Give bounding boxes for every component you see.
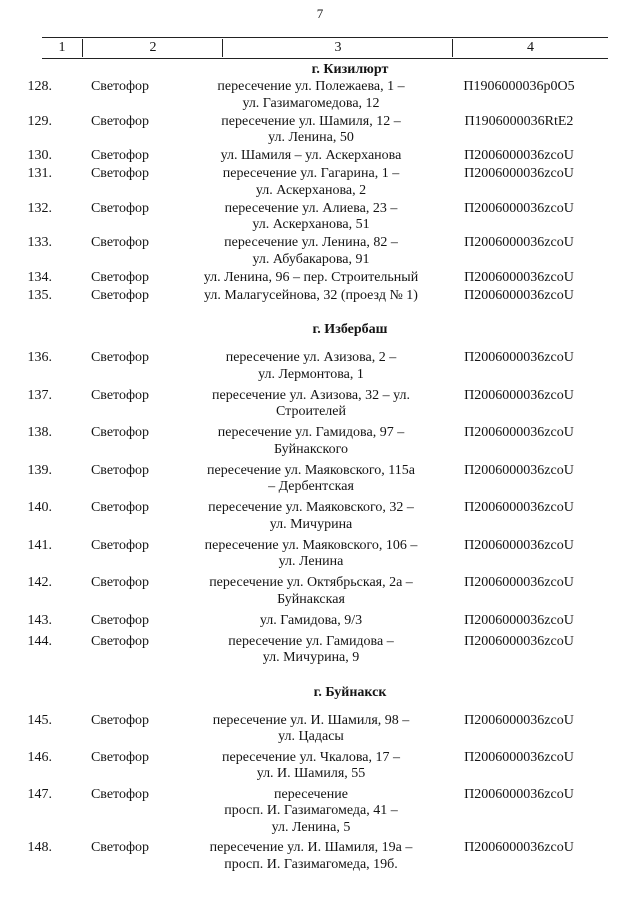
registry-code: П1906000036р0О5	[463, 79, 575, 94]
address-line: ул. Мичурина, 9	[262, 650, 360, 665]
object-type: Светофор	[90, 387, 150, 403]
address	[188, 350, 434, 383]
address	[188, 840, 434, 873]
address-line: пересечение ул. Октябрьская, 2а –	[209, 575, 413, 590]
address	[188, 114, 434, 147]
address	[188, 463, 434, 496]
address-line: пересечение ул. Маяковского, 32 –	[208, 500, 414, 515]
header-col-1: 1	[58, 40, 66, 55]
address-line: ул. Газимагомедова, 12	[242, 95, 380, 111]
address	[188, 713, 434, 746]
object-type: Светофор	[90, 235, 150, 250]
address-line: пересечение ул. Азизова, 32 – ул.	[212, 387, 410, 403]
address-line: ул. Ленина	[278, 554, 344, 569]
address-line: пересечение ул. Шамиля, 12 –	[221, 113, 401, 129]
row-number: 147.	[27, 786, 52, 802]
address-line: ул. И. Шамиля, 55	[256, 766, 366, 781]
table-row	[0, 79, 640, 112]
table-row	[0, 166, 640, 199]
address	[188, 288, 434, 305]
page-number: 7	[316, 6, 324, 21]
address-line: пересечение ул. Гамидова, 97 –	[217, 425, 405, 440]
address-line: Строителей	[276, 404, 346, 419]
table-row	[0, 575, 640, 608]
row-number: 142.	[27, 575, 52, 590]
table-row	[0, 613, 640, 630]
address-line: просп. И. Газимагомеда, 41 –	[224, 803, 398, 818]
address-line: ул. Ленина, 50	[268, 130, 354, 145]
registry-code: П2006000036zcoU	[464, 166, 574, 181]
address-line: Буйнакская	[277, 591, 345, 607]
object-type: Светофор	[90, 350, 150, 365]
address-line: ул. Лермонтова, 1	[258, 366, 364, 382]
row-number: 137.	[27, 387, 52, 403]
registry-code: П2006000036zcoU	[464, 200, 574, 216]
header-col-2: 2	[82, 39, 223, 57]
address	[188, 201, 434, 234]
address-line: ул. Шамиля – ул. Аскерханова	[220, 148, 402, 163]
header-col-4: 4	[452, 39, 608, 57]
address	[188, 148, 434, 165]
object-type: Светофор	[90, 425, 150, 440]
row-number: 145.	[27, 712, 52, 728]
row-number: 134.	[27, 269, 52, 285]
address-line: пересечение ул. Гагарина, 1 –	[222, 166, 400, 181]
address	[188, 575, 434, 608]
address	[188, 79, 434, 112]
address	[188, 270, 434, 287]
table-row	[0, 235, 640, 268]
address-line: – Дербентская	[268, 479, 354, 494]
row-number: 140.	[27, 500, 52, 515]
row-number: 139.	[27, 462, 52, 478]
object-type: Светофор	[90, 612, 150, 628]
table-row	[0, 201, 640, 234]
table-row	[0, 270, 640, 287]
object-type: Светофор	[90, 200, 150, 216]
address	[188, 166, 434, 199]
city-heading: г. Кизилюрт	[311, 62, 389, 77]
registry-code: П2006000036zcoU	[464, 712, 574, 728]
row-number: 138.	[27, 425, 52, 440]
address	[188, 235, 434, 268]
table-row	[0, 634, 640, 667]
table-row	[0, 463, 640, 496]
address	[188, 500, 434, 533]
row-number: 135.	[27, 287, 52, 303]
table-row	[0, 750, 640, 783]
address	[188, 613, 434, 630]
address-line: пересечение ул. Полежаева, 1 –	[217, 79, 405, 94]
object-type: Светофор	[90, 633, 150, 649]
table-row	[0, 840, 640, 873]
object-type: Светофор	[90, 840, 150, 855]
table-row	[0, 388, 640, 421]
row-number: 143.	[27, 612, 52, 628]
registry-code: П2006000036zcoU	[464, 749, 574, 765]
object-type: Светофор	[90, 537, 150, 553]
address-line: ул. Мичурина	[269, 516, 353, 532]
object-type: Светофор	[90, 269, 150, 285]
registry-code: П2006000036zcoU	[464, 786, 574, 802]
table-row	[0, 148, 640, 165]
object-type: Светофор	[90, 462, 150, 478]
registry-code: П2006000036zcoU	[464, 462, 574, 478]
table-row	[0, 713, 640, 746]
address-line: пересечение ул. Ленина, 82 –	[224, 235, 398, 250]
city-heading: г. Избербаш	[312, 322, 388, 337]
table-header	[42, 37, 608, 59]
object-type: Светофор	[90, 749, 150, 765]
address-line: пересечение	[274, 786, 348, 802]
registry-code: П2006000036zcoU	[464, 633, 574, 649]
object-type: Светофор	[90, 500, 150, 515]
address	[188, 750, 434, 783]
registry-code: П2006000036zcoU	[464, 840, 574, 855]
object-type: Светофор	[90, 113, 150, 129]
object-type: Светофор	[90, 287, 150, 303]
object-type: Светофор	[90, 166, 150, 181]
registry-code: П2006000036zcoU	[464, 287, 574, 303]
object-type: Светофор	[90, 79, 150, 94]
row-number: 133.	[27, 235, 52, 250]
address-line: пересечение ул. И. Шамиля, 98 –	[212, 712, 410, 728]
address	[188, 425, 434, 458]
document-body	[0, 62, 640, 873]
table-row	[0, 425, 640, 458]
city-heading: г. Буйнакск	[313, 684, 387, 700]
registry-code: П2006000036zcoU	[464, 269, 574, 285]
address-line: пересечение ул. Маяковского, 115а	[207, 462, 415, 478]
address-line: ул. Ленина, 96 – пер. Строительный	[203, 269, 419, 285]
address-line: просп. И. Газимагомеда, 19б.	[224, 856, 398, 872]
address	[188, 388, 434, 421]
address-line: пересечение ул. Маяковского, 106 –	[204, 537, 418, 553]
registry-code: П2006000036zcoU	[464, 537, 574, 553]
registry-code: П2006000036zcoU	[464, 425, 574, 440]
address-line: пересечение ул. Азизова, 2 –	[225, 350, 397, 365]
registry-code: П2006000036zcoU	[464, 148, 574, 163]
table-row	[0, 350, 640, 383]
header-col-3: 3	[222, 39, 453, 57]
row-number: 128.	[27, 79, 52, 94]
registry-code: П1906000036RtE2	[464, 113, 574, 129]
address-line: пересечение ул. Гамидова –	[228, 633, 394, 649]
table-row	[0, 787, 640, 837]
address-line: ул. Цадасы	[278, 729, 344, 744]
row-number: 144.	[27, 633, 52, 649]
address-line: ул. Аскерханова, 51	[252, 217, 370, 232]
registry-code: П2006000036zcoU	[464, 500, 574, 515]
row-number: 130.	[27, 148, 52, 163]
object-type: Светофор	[90, 575, 150, 590]
address-line: пересечение ул. Алиева, 23 –	[224, 200, 398, 216]
object-type: Светофор	[90, 712, 150, 728]
registry-code: П2006000036zcoU	[464, 235, 574, 250]
address-line: пересечение ул. И. Шамиля, 19а –	[209, 840, 413, 855]
registry-code: П2006000036zcoU	[464, 387, 574, 403]
row-number: 129.	[27, 113, 52, 129]
address-line: ул. Малагусейнова, 32 (проезд № 1)	[204, 287, 418, 303]
address	[188, 634, 434, 667]
address-line: ул. Гамидова, 9/3	[259, 612, 363, 628]
row-number: 131.	[27, 166, 52, 181]
row-number: 146.	[27, 749, 52, 765]
address-line: пересечение ул. Чкалова, 17 –	[222, 749, 400, 765]
object-type: Светофор	[90, 786, 150, 802]
address-line: ул. Ленина, 5	[271, 819, 351, 835]
table-row	[0, 500, 640, 533]
registry-code: П2006000036zcoU	[464, 350, 574, 365]
table-row	[0, 114, 640, 147]
object-type: Светофор	[90, 148, 150, 163]
row-number: 136.	[27, 350, 52, 365]
registry-code: П2006000036zcoU	[464, 575, 574, 590]
row-number: 141.	[27, 537, 52, 553]
table-row	[0, 288, 640, 305]
address-line: ул. Абубакарова, 91	[252, 251, 370, 267]
address	[188, 787, 434, 837]
address	[188, 538, 434, 571]
registry-code: П2006000036zcoU	[464, 612, 574, 628]
address-line: Буйнакского	[273, 441, 349, 457]
table-row	[0, 538, 640, 571]
row-number: 148.	[27, 840, 52, 855]
address-line: ул. Аскерханова, 2	[255, 182, 367, 198]
row-number: 132.	[27, 200, 52, 216]
